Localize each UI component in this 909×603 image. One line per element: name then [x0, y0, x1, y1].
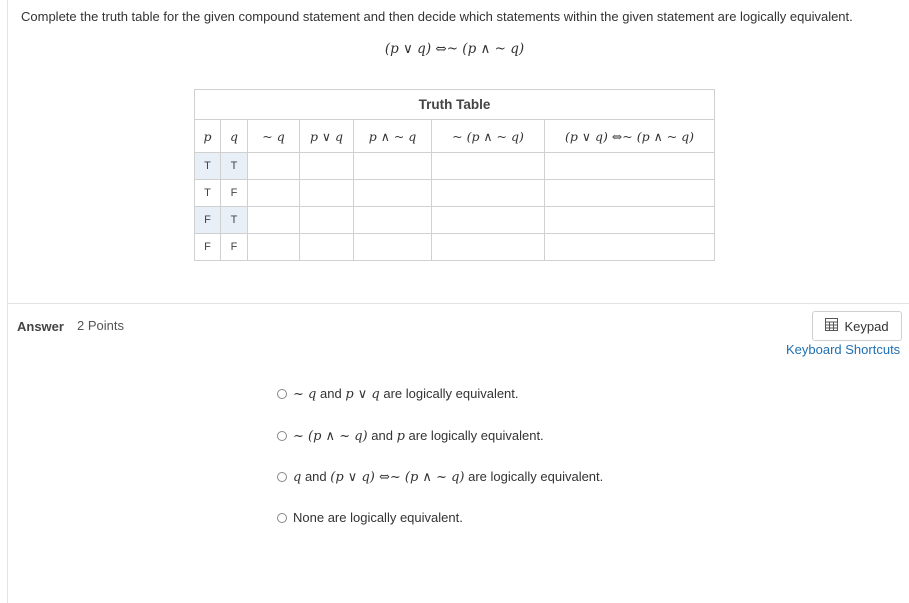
cell-p: F	[195, 207, 221, 234]
left-border	[7, 0, 8, 603]
option-text: and	[304, 469, 327, 484]
keypad-label: Keypad	[844, 318, 889, 334]
truth-table-header-row	[195, 120, 715, 153]
header-p: p	[195, 120, 221, 153]
cell-p: F	[195, 234, 221, 261]
table-row	[195, 207, 715, 234]
header-p-and-not-q: p ∧ ~ q	[354, 120, 432, 153]
table-row	[195, 180, 715, 207]
answer-option-4[interactable]	[277, 510, 463, 525]
answer-cell[interactable]	[432, 234, 545, 261]
keypad-icon	[825, 318, 838, 334]
answer-cell[interactable]	[432, 207, 545, 234]
answer-cell[interactable]	[354, 234, 432, 261]
option-math: ~ q	[293, 387, 317, 402]
table-row	[195, 234, 715, 261]
answer-cell[interactable]	[300, 180, 354, 207]
cell-p: T	[195, 180, 221, 207]
option-math: p ∨ q	[345, 387, 380, 402]
answer-cell[interactable]	[248, 234, 300, 261]
header-not-q: ~ q	[248, 120, 300, 153]
option-text: are logically equivalent.	[468, 469, 604, 484]
radio-button[interactable]	[277, 389, 287, 399]
cell-q: F	[221, 234, 248, 261]
answer-cell[interactable]	[432, 180, 545, 207]
radio-button[interactable]	[277, 472, 287, 482]
answer-cell[interactable]	[248, 207, 300, 234]
answer-cell[interactable]	[300, 207, 354, 234]
option-text: and	[319, 386, 342, 401]
answer-cell[interactable]	[545, 153, 715, 180]
header-q: q	[221, 120, 248, 153]
table-row	[195, 153, 715, 180]
section-divider	[8, 303, 909, 304]
compound-statement: (p ∨ q) ⇔~ (p ∧ ~ q)	[384, 41, 525, 57]
answer-cell[interactable]	[248, 180, 300, 207]
answer-cell[interactable]	[354, 153, 432, 180]
answer-label: Answer	[17, 319, 64, 334]
cell-q: T	[221, 207, 248, 234]
header-full-statement: (p ∨ q) ⇔~ (p ∧ ~ q)	[545, 120, 715, 153]
answer-option-3[interactable]	[277, 469, 603, 485]
option-text: and	[371, 428, 393, 443]
answer-cell[interactable]	[354, 207, 432, 234]
answer-option-2[interactable]	[277, 428, 544, 444]
keyboard-shortcuts-link[interactable]: Keyboard Shortcuts	[786, 342, 901, 357]
points-label: 2 Points	[77, 318, 124, 333]
option-math: q	[293, 470, 302, 485]
option-text: None are logically equivalent.	[293, 510, 463, 525]
cell-q: T	[221, 153, 248, 180]
answer-cell[interactable]	[300, 153, 354, 180]
header-p-or-q: p ∨ q	[300, 120, 354, 153]
header-not-p-and-not-q: ~ (p ∧ ~ q)	[432, 120, 545, 153]
answer-cell[interactable]	[300, 234, 354, 261]
truth-table	[194, 89, 715, 261]
option-text: are logically equivalent.	[408, 428, 544, 443]
answer-cell[interactable]	[545, 180, 715, 207]
cell-q: F	[221, 180, 248, 207]
answer-cell[interactable]	[545, 207, 715, 234]
truth-table-title: Truth Table	[195, 90, 715, 120]
option-math: ~ (p ∧ ~ q)	[293, 429, 368, 444]
answer-cell[interactable]	[354, 180, 432, 207]
option-text: are logically equivalent.	[383, 386, 519, 401]
radio-button[interactable]	[277, 513, 287, 523]
option-math: p	[396, 429, 405, 444]
answer-cell[interactable]	[545, 234, 715, 261]
keypad-button[interactable]	[812, 311, 902, 341]
question-text: Complete the truth table for the given compound statement and then decide which statements within the given statement are logically equivalent.	[21, 9, 853, 24]
answer-cell[interactable]	[248, 153, 300, 180]
cell-p: T	[195, 153, 221, 180]
answer-option-1[interactable]	[277, 386, 519, 402]
option-math: (p ∨ q) ⇔~ (p ∧ ~ q)	[330, 470, 465, 485]
radio-button[interactable]	[277, 431, 287, 441]
answer-cell[interactable]	[432, 153, 545, 180]
